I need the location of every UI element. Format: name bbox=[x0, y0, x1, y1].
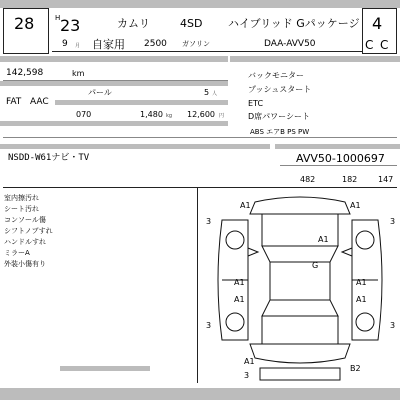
footer-bar bbox=[0, 388, 400, 400]
note-2: シート汚れ bbox=[4, 205, 39, 213]
header-underline bbox=[52, 51, 362, 52]
era-letter: H bbox=[55, 14, 61, 22]
lot-number: 28 bbox=[14, 14, 35, 33]
rear-window-shape bbox=[262, 300, 338, 316]
note-5: ハンドルすれ bbox=[4, 238, 46, 246]
nav-label-bar bbox=[0, 144, 270, 149]
weight-value: 1,480 bbox=[140, 110, 163, 119]
mark-roof: G bbox=[312, 261, 319, 270]
navigation-system: NSDD-W61ナビ・TV bbox=[8, 153, 90, 163]
note-3: コンソール傷 bbox=[4, 216, 46, 224]
mark-left-rear-2: A1 bbox=[234, 295, 245, 304]
left-front-wheel bbox=[226, 231, 244, 249]
mark-right-panel-1: 3 bbox=[390, 217, 396, 226]
code-label-bar bbox=[55, 100, 228, 105]
transmission: FAT bbox=[6, 97, 22, 107]
notes-label-bar bbox=[0, 121, 228, 126]
chassis-label-bar bbox=[275, 144, 400, 149]
car-name: カムリ bbox=[117, 17, 150, 30]
notes-divider bbox=[197, 188, 198, 383]
mark-door-right-1: A1 bbox=[318, 235, 329, 244]
equipment-list: ABS エアB PS PW bbox=[250, 128, 310, 136]
use-type: 自家用 bbox=[92, 38, 125, 51]
interior-score: C bbox=[365, 38, 374, 52]
mark-rear-left: A1 bbox=[244, 357, 255, 366]
selling-point-3: ETC bbox=[248, 99, 264, 108]
model-code: DAA-AVV50 bbox=[264, 39, 316, 49]
mark-left-panel-1: 3 bbox=[206, 217, 212, 226]
car-diagram bbox=[200, 190, 400, 385]
mileage-value: 142,598 bbox=[6, 68, 44, 78]
right-front-wheel bbox=[356, 231, 374, 249]
mark-front-left: A1 bbox=[240, 201, 251, 210]
seat-count: 5 bbox=[204, 88, 210, 97]
length-value: 482 bbox=[300, 175, 316, 184]
door-type: 4SD bbox=[180, 17, 203, 30]
rule-3 bbox=[280, 165, 397, 166]
selling-point-2: プッシュスタート bbox=[248, 85, 312, 94]
rear-plate-shape bbox=[260, 368, 340, 380]
left-mirror bbox=[248, 248, 258, 256]
mark-right-panel-2: 3 bbox=[390, 321, 396, 330]
price-value: 12,600 bbox=[187, 110, 215, 119]
note-7: 外装小傷有り bbox=[4, 260, 46, 268]
height-value: 147 bbox=[378, 175, 394, 184]
mechanical-label-bar bbox=[0, 56, 228, 62]
selling-point-4: D席パワーシート bbox=[248, 112, 310, 121]
displacement: 2500 bbox=[144, 39, 167, 49]
trunk-shape bbox=[262, 316, 338, 344]
mark-right-rear-1: A1 bbox=[356, 278, 367, 287]
mark-left-rear-1: A1 bbox=[234, 278, 245, 287]
mark-rear-left-edge: 3 bbox=[244, 371, 250, 380]
selling-point-label-bar bbox=[230, 56, 400, 62]
air-conditioner: AAC bbox=[30, 97, 49, 107]
note-1: 室内擦汚れ bbox=[4, 194, 39, 202]
mark-rear-right: B2 bbox=[350, 364, 361, 373]
exterior-score: C bbox=[380, 38, 389, 52]
mark-right-rear-2: A1 bbox=[356, 295, 367, 304]
overall-rating: 4 bbox=[372, 14, 383, 33]
color-code: 070 bbox=[76, 110, 92, 119]
color-value: パール bbox=[88, 88, 112, 97]
right-mirror bbox=[342, 248, 352, 256]
month-unit: 月 bbox=[75, 43, 81, 49]
mark-left-panel-2: 3 bbox=[206, 321, 212, 330]
right-rear-wheel bbox=[356, 313, 374, 331]
left-rear-wheel bbox=[226, 313, 244, 331]
color-label-bar bbox=[0, 81, 228, 86]
mark-front-right: A1 bbox=[350, 201, 361, 210]
front-bumper-shape bbox=[250, 197, 350, 214]
windshield-shape bbox=[262, 246, 338, 262]
car-outline bbox=[218, 197, 382, 380]
seat-unit: 人 bbox=[212, 91, 218, 97]
remarks-label-bar bbox=[60, 366, 150, 371]
rule-2 bbox=[3, 137, 397, 138]
fuel-type: ガソリン bbox=[182, 40, 210, 48]
rear-bumper-shape bbox=[250, 344, 350, 363]
price-unit: 円 bbox=[219, 113, 225, 119]
selling-point-1: バックモニター bbox=[248, 71, 304, 80]
roof-shape bbox=[270, 262, 330, 300]
mileage-unit: km bbox=[72, 69, 85, 78]
note-6: ミラーA bbox=[4, 249, 30, 257]
weight-unit: kg bbox=[166, 113, 173, 119]
note-4: シフトノブすれ bbox=[4, 227, 53, 235]
grade: ハイブリッド Gパッケージ bbox=[228, 17, 360, 30]
chassis-number: AVV50-1000697 bbox=[296, 152, 385, 165]
rule-4 bbox=[3, 187, 397, 188]
width-value: 182 bbox=[342, 175, 358, 184]
registration-month: 9 bbox=[62, 39, 68, 49]
model-year: 23 bbox=[60, 16, 81, 35]
header-label-bar bbox=[0, 0, 400, 8]
